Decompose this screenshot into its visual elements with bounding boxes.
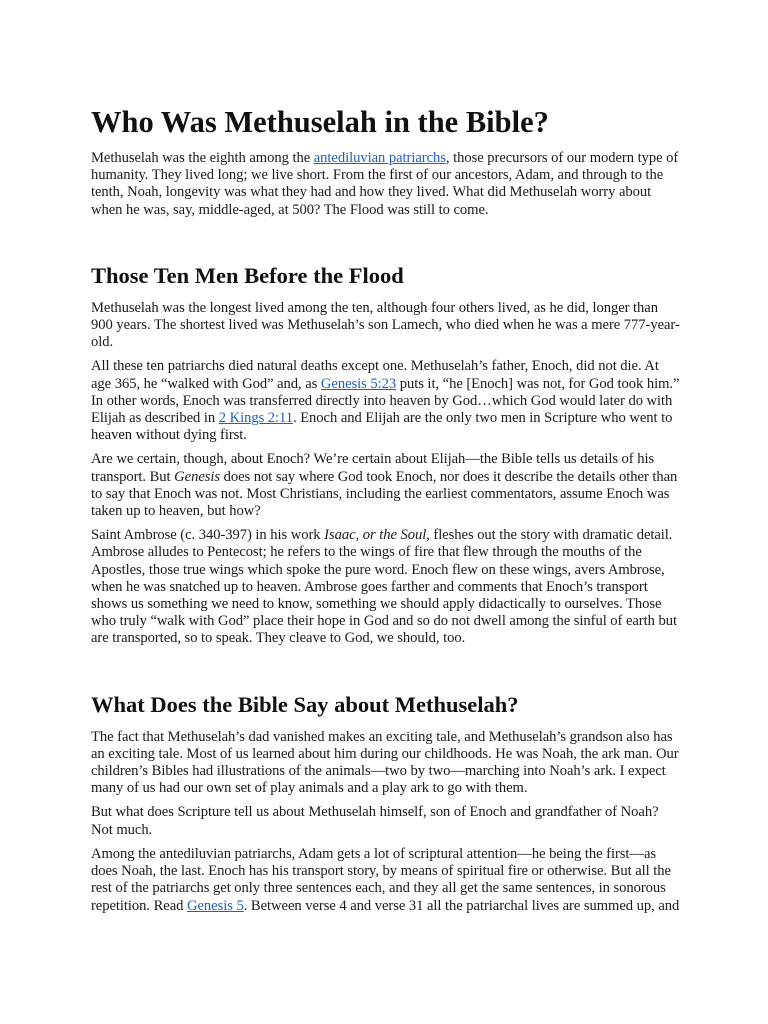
paragraph xyxy=(91,527,681,647)
paragraph: The fact that Methuselah’s dad vanished makes an exciting tale, and Methuselah’s grandson also has an exciting tale. Most of us learned about him during our childhoods. He was Noah, the ark man. Our children’s Bibles had illustrations of the animals—two by two—marching into Noah’s ark. I expect many of us had our own set of play animals and a play ark to go with them. xyxy=(91,728,679,797)
page-title: Who Was Methuselah in the Bible? xyxy=(91,105,549,139)
section-heading-bible-methuselah: What Does the Bible Say about Methuselah? xyxy=(91,691,519,717)
link-antediluvian-patriarchs[interactable]: antediluvian patriarchs xyxy=(313,150,446,166)
article xyxy=(91,104,681,922)
paragraph xyxy=(91,451,681,520)
paragraph xyxy=(91,358,681,444)
italic-title: Isaac, or the Soul xyxy=(324,527,427,544)
text-run: does not say where God took Enoch, nor does it describe the details other than to say that Enoch was not. Most Christians, including the earliest commentators, assume Enoch was taken up to heaven, but how? xyxy=(91,468,678,520)
text-run: . Between verse 4 and verse 31 all the patriarchal lives are summed up, and xyxy=(243,897,680,914)
text-run: , fleshes out the story with dramatic detail. Ambrose alludes to Pentecost; he refers to the wings of fire that flew through the mouths of the Apostles, those true wings which spoke the pure word. Enoch flew on these wings, avers Ambrose, when he was snatched up to heaven. Ambrose goes farther and comments that Enoch’s transport shows us something we need to know, something we should apply didactically to ourselves. Those who truly “walk with God” place their hope in God and so do not dwell among the sinful of earth but are transported, so to speak. They cleave to God, we should, too. xyxy=(91,527,677,647)
text-run: puts it, “he [Enoch] was not, for God took him.” In other words, Enoch was transferred directly into heaven by God…which God would later do with Elijah as described in xyxy=(91,375,680,427)
text-run: Among the antediluvian patriarchs, Adam gets a lot of scriptural attention—he being the first—as does Noah, the last. Enoch has his transport story, by means of spiritual fire or otherwise. But all the rest of the patriarchs get only three sentences each, and they all get the same sentences, in sonorous repetition. Read xyxy=(91,845,671,914)
italic-title: Genesis xyxy=(174,468,221,485)
link-genesis-5-23[interactable]: Genesis 5:23 xyxy=(320,375,397,392)
text-run: All these ten patriarchs died natural deaths except one. Methuselah’s father, Enoch, did not die. At age 365, he “walked with God” and, as xyxy=(91,358,659,392)
paragraph xyxy=(91,846,681,915)
text-run: Methuselah was the eighth among the xyxy=(91,150,314,166)
link-2-kings-2-11[interactable]: 2 Kings 2:11 xyxy=(218,410,293,427)
intro-paragraph xyxy=(91,150,681,219)
text-run: Saint Ambrose (c. 340-397) in his work xyxy=(91,527,325,544)
section-heading-ten-men: Those Ten Men Before the Flood xyxy=(91,262,404,288)
paragraph: Methuselah was the longest lived among the ten, although four others lived, as he did, longer than 900 years. The shortest lived was Methuselah’s son Lamech, who died when he was a mere 777-year-old. xyxy=(91,299,680,351)
link-genesis-5[interactable]: Genesis 5 xyxy=(187,897,244,914)
text-run: , those precursors of our modern type of humanity. They lived long; we live short. From the first of our ancestors, Adam, and through to the tenth, Noah, longevity was what they had and how they lived. What did Methuselah worry about when he was, say, middle-aged, at 500? The Flood was still to come. xyxy=(91,150,679,218)
paragraph: But what does Scripture tell us about Methuselah himself, son of Enoch and grandfather of Noah? Not much. xyxy=(91,804,659,838)
text-run: Are we certain, though, about Enoch? We’re certain about Elijah—the Bible tells us details of his transport. But xyxy=(91,451,655,485)
text-run: . Enoch and Elijah are the only two men in Scripture who went to heaven without dying first. xyxy=(91,410,673,444)
